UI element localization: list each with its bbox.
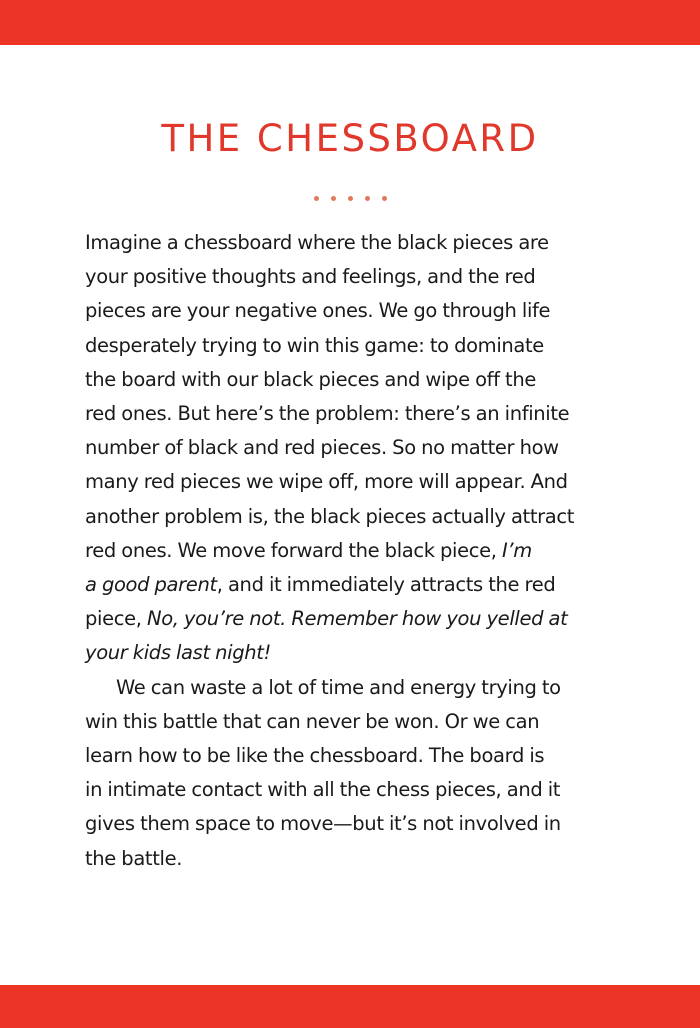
ornament-dot [365,196,370,201]
body-text [85,226,630,876]
text-run: in intimate contact with all the chess pieces, and it [85,778,561,802]
ornament-dot [382,196,387,201]
text-run: another problem is, the black pieces actually attract [85,504,575,528]
text-line [85,500,630,534]
text-run: gives them space to move—but it’s not involved in [85,812,561,836]
text-run: desperately trying to win this game: to dominate [85,333,544,357]
text-line [85,636,630,670]
text-run: the battle. [85,846,183,870]
text-line [85,260,630,294]
text-line [85,671,630,705]
text-line [85,602,630,636]
text-line [85,363,630,397]
text-run: the board with our black pieces and wipe off the [85,367,536,391]
text-line [85,773,630,807]
italic-text-run: your kids last night! [85,641,271,665]
text-line [85,705,630,739]
text-run: win this battle that can never be won. Or we can [85,709,540,733]
text-run: number of black and red pieces. So no matter how [85,436,559,460]
text-line [85,397,630,431]
text-run: red ones. But here’s the problem: there’s an infinite [85,402,570,426]
text-line [85,294,630,328]
text-run: , and it immediately attracts the red [216,573,556,597]
text-line [85,431,630,465]
text-line [85,226,630,260]
text-line [85,329,630,363]
text-run: many red pieces we wipe off, more will appear. And [85,470,568,494]
text-line [85,807,630,841]
text-line [85,568,630,602]
page-title: THE CHESSBOARD [161,117,539,160]
text-run: learn how to be like the chessboard. The board is [85,744,545,768]
text-line [85,465,630,499]
text-run: red ones. We move forward the black piece, [85,538,502,562]
ornament-dot [314,196,319,201]
text-run: pieces are your negative ones. We go through life [85,299,551,323]
text-run: Imagine a chessboard where the black pieces are [85,231,549,254]
text-run: piece, [85,607,147,631]
text-run: We can waste a lot of time and energy trying to [116,675,561,699]
ornament-dot [348,196,353,201]
italic-text-run: I’m [501,538,532,562]
title-ornament [0,190,700,202]
italic-text-run: a good parent [85,573,217,597]
top-color-band [0,0,700,45]
text-line [85,842,630,876]
text-line [85,534,630,568]
ornament-dot [331,196,336,201]
text-line [85,739,630,773]
bottom-color-band [0,985,700,1028]
text-run: your positive thoughts and feelings, and the red [85,265,536,289]
italic-text-run: No, you’re not. Remember how you yelled at [146,607,568,631]
